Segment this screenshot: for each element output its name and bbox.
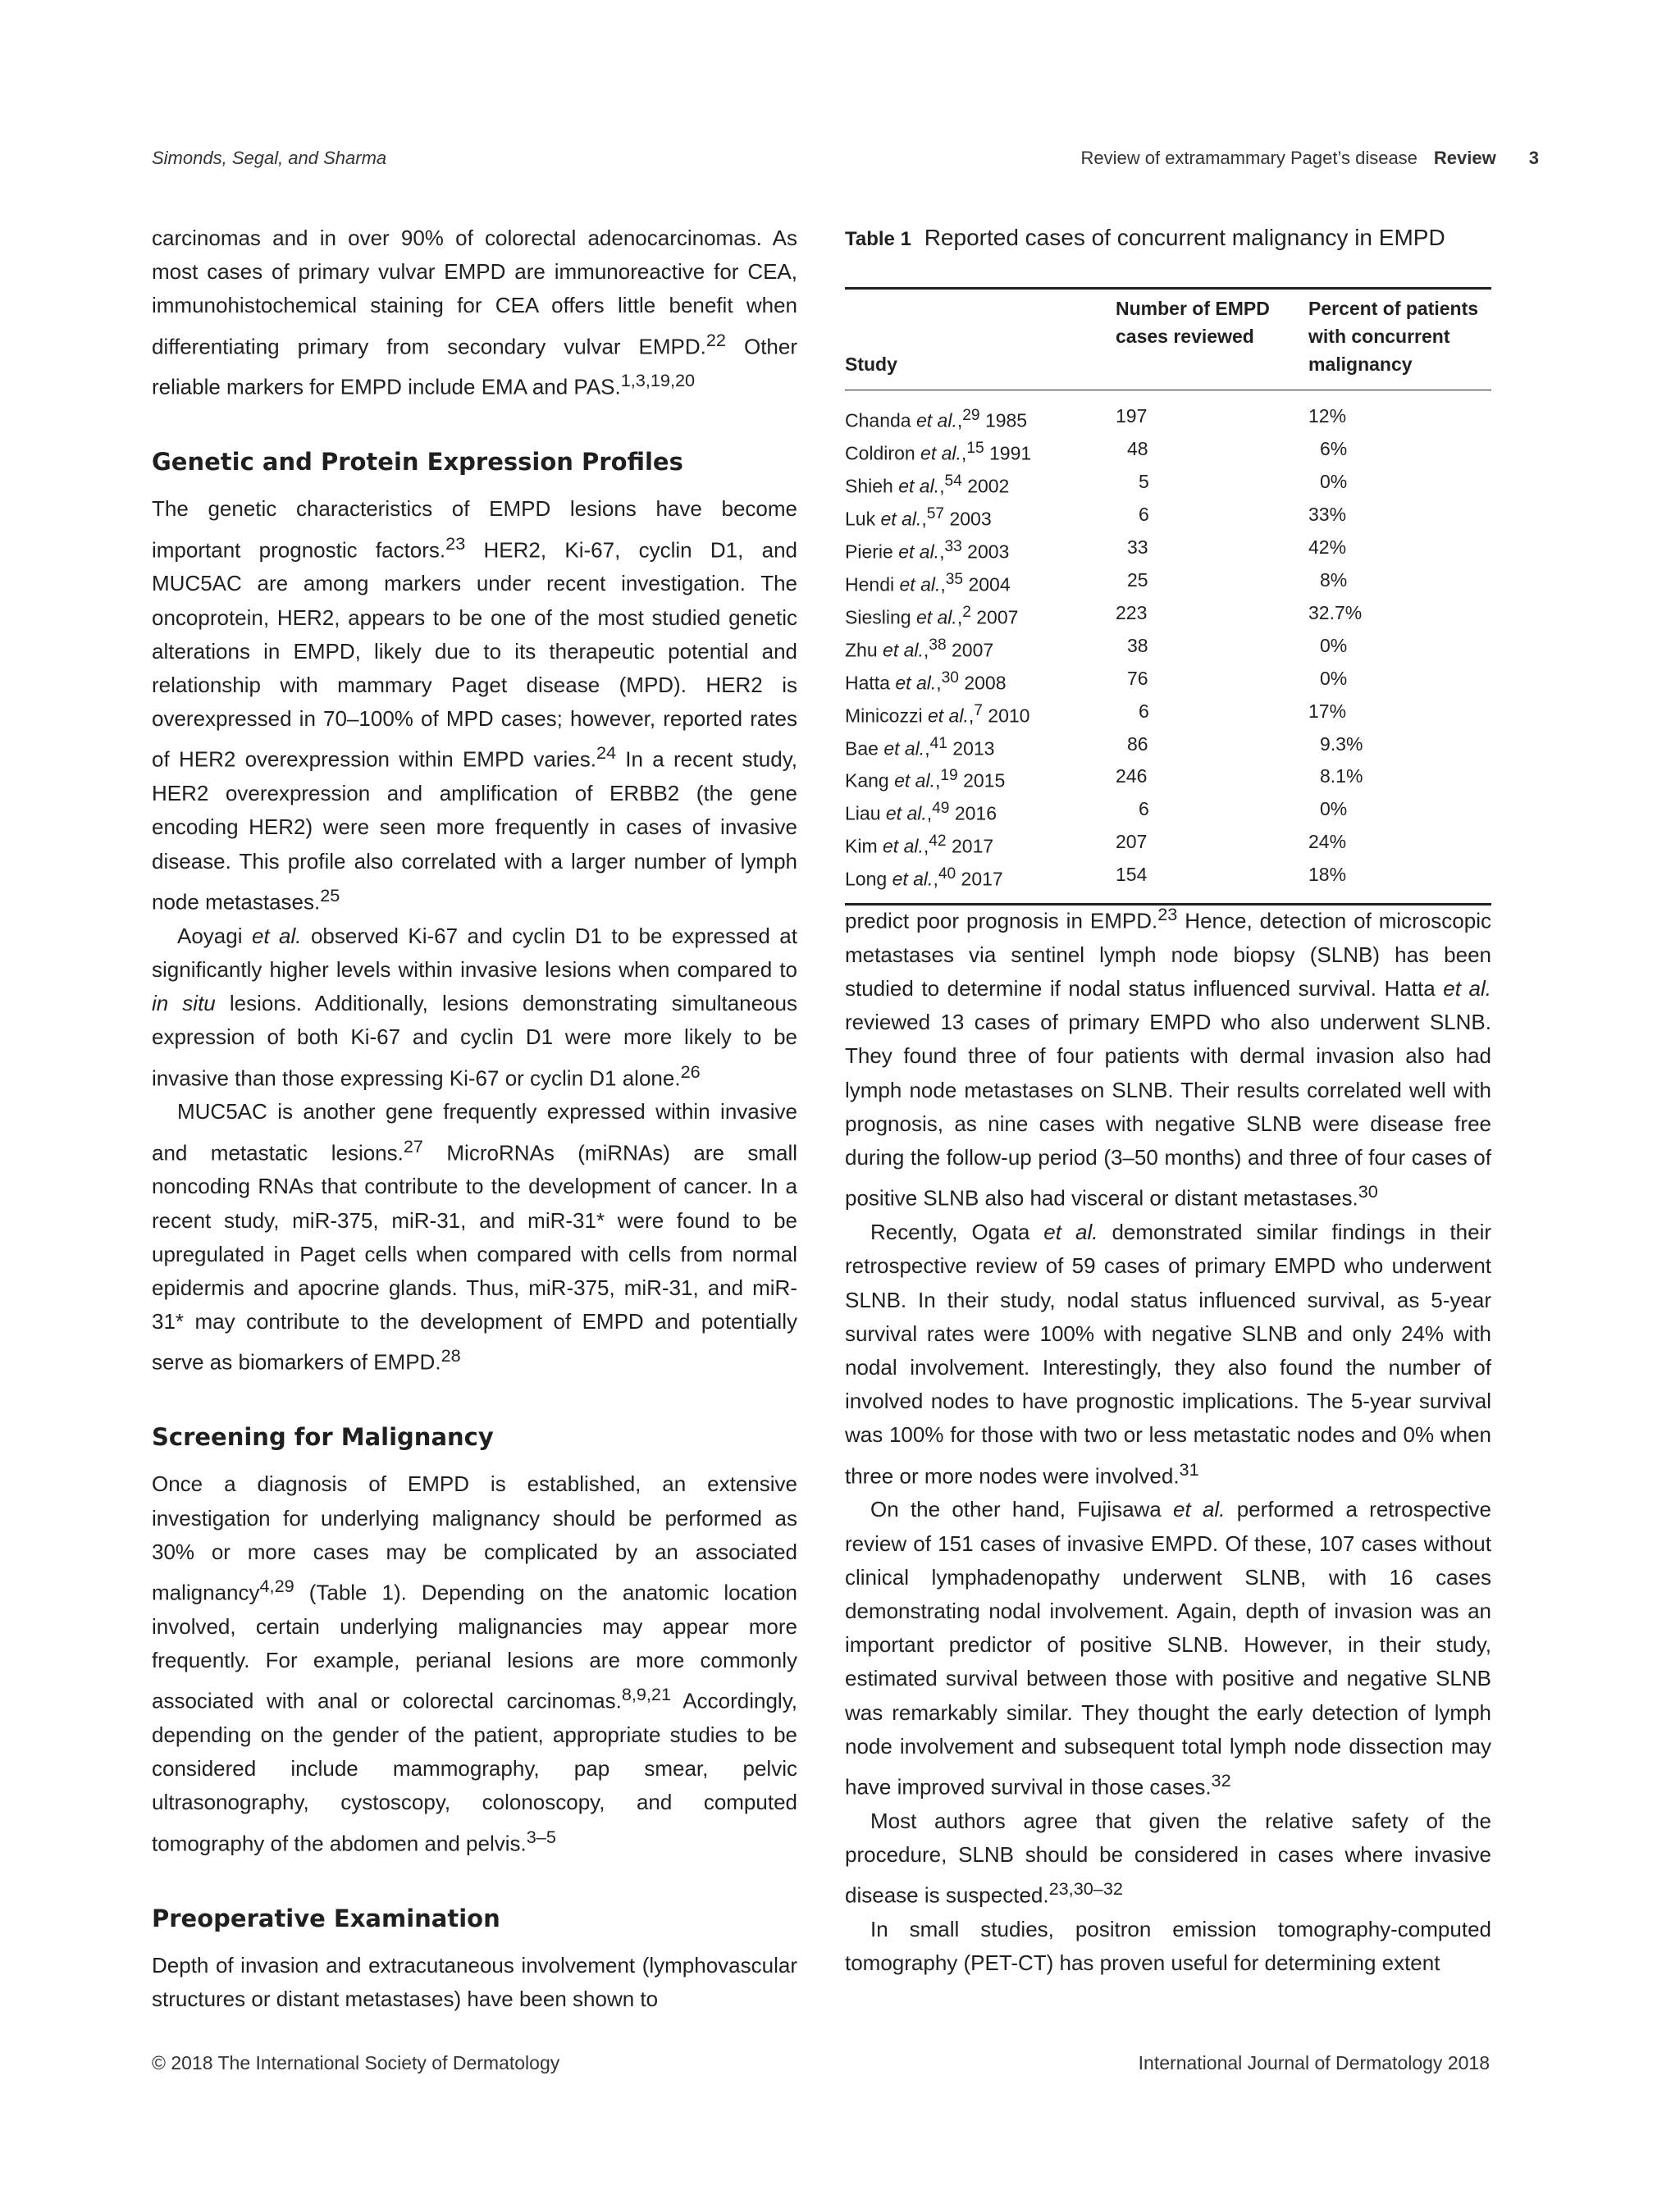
body-paragraph: predict poor prognosis in EMPD.$^{23}$ Hence, detection of microscopic metastases via sentinel lymph node biopsy (SLNB) has been studied to determine if nodal status influenced survival. Hatta et al. reviewed 13 cases of primary EMPD who also underwent SLNB. They found three of four patients with dermal invasion also had lymph node metastases on SLNB. Their results correlated well with prognosis, as nine cases with negative SLNB were disease free during the follow-up period (3–50 months) and three of four cases of positive SLNB also had visceral or distant metastases.$^{30}$	[845, 904, 1491, 1211]
table-cell-study: Minicozzi et al.,$^7$ 2010	[845, 701, 1030, 727]
table-cell-study: Kang et al.,$^{19}$ 2015	[845, 767, 1006, 792]
table-cell-number: 6	[1139, 503, 1149, 525]
section-heading-preop: Preoperative Examination	[152, 1904, 500, 1932]
table-row	[845, 762, 1491, 795]
table-cell-number: 38	[1127, 634, 1148, 656]
body-paragraph: Most authors agree that given the relative safety of the procedure, SLNB should be considered in cases where invasive disease is suspected.$^{23,30-32}$	[845, 1808, 1491, 1908]
table-header-study: Study	[845, 354, 897, 375]
body-paragraph: carcinomas and in over 90% of colorectal adenocarcinomas. As most cases of primary vulvar EMPD are immunoreactive for CEA, immunohistochemical staining for CEA offers little benefit when differentiating primary from secondary vulvar EMPD.$^{22}$ Other reliable markers for EMPD include EMA and PAS.$^{1,3,19,20}$	[152, 226, 797, 400]
table-cell-number: 207	[1116, 831, 1148, 853]
body-paragraph: MUC5AC is another gene frequently expressed within invasive and metastatic lesions.$^{27}$ MicroRNAs (miRNAs) are small noncoding RNAs that contribute to the development of cancer. In a recent study, miR-375, miR-31, and miR-31* were found to be upregulated in Paget cells when compared with cells from normal epidermis and apocrine glands. Thus, miR-375, miR-31, and miR-31* may contribute to the development of EMPD and potentially serve as biomarkers of EMPD.$^{28}$	[152, 1099, 797, 1375]
table-cell-percent: 33%	[1308, 503, 1347, 525]
table-cell-number: 25	[1127, 568, 1148, 591]
table-row	[845, 697, 1491, 730]
right-column	[845, 897, 1491, 1981]
footer-journal: International Journal of Dermatology 2018	[1138, 2052, 1490, 2073]
table-1	[845, 221, 1491, 906]
table-cell-number: 154	[1116, 864, 1148, 886]
table-row	[845, 402, 1491, 435]
body-paragraph: Depth of invasion and extracutaneous involvement (lymphovascular structures or distant metastases) have been shown to	[152, 1952, 797, 2011]
table-row	[845, 632, 1491, 664]
table-cell-study: Hatta et al.,$^{30}$ 2008	[845, 668, 1007, 694]
body-paragraph: In small studies, positron emission tomography-computed tomography (PET-CT) has proven useful for determining extent	[845, 1917, 1491, 1976]
table-body	[845, 390, 1491, 906]
table-title: Table 1 Reported cases of concurrent malignancy in EMPD	[845, 225, 1445, 250]
table-cell-percent: 17%	[1308, 700, 1347, 722]
table-cell-study: Shieh et al.,$^{54}$ 2002	[845, 472, 1010, 497]
footer-copyright: © 2018 The International Society of Dermatology	[152, 2052, 560, 2073]
table-row	[845, 500, 1491, 533]
table-cell-number: 6	[1139, 798, 1149, 820]
table-row	[845, 664, 1491, 697]
table-cell-percent: 12%	[1308, 405, 1347, 427]
table-cell-number: 5	[1139, 470, 1149, 492]
table-cell-percent: 42%	[1308, 536, 1347, 558]
table-cell-percent: 18%	[1308, 864, 1347, 886]
table-row	[845, 828, 1491, 860]
table-row	[845, 730, 1491, 763]
table-cell-percent: 0%	[1320, 470, 1348, 492]
table-cell-study: Hendi et al.,$^{35}$ 2004	[845, 570, 1011, 595]
table-cell-number: 197	[1116, 405, 1148, 427]
table-cell-study: Zhu et al.,$^{38}$ 2007	[845, 636, 994, 661]
body-paragraph: Recently, Ogata et al. demonstrated similar findings in their retrospective review of 59 cases of primary EMPD who underwent SLNB. In their study, nodal status influenced survival, as 5-year survival rates were 100% with negative SLNB and only 24% with nodal involvement. Interestingly, they also found the number of involved nodes to have prognostic implications. The 5-year survival was 100% for those with two or less metastatic nodes and 0% when three or more nodes were involved.$^{31}$	[845, 1220, 1491, 1489]
table-row	[845, 435, 1491, 468]
table-cell-percent: 24%	[1308, 831, 1347, 853]
section-heading-genetic: Genetic and Protein Expression Profiles	[152, 448, 683, 477]
body-paragraph: Once a diagnosis of EMPD is established, an extensive investigation for underlying malignancy should be performed as 30% or more cases may be complicated by an associated malignancy$^{4,29}$ (Table 1). Depending on the anatomic location involved, certain underlying malignancies may appear more frequently. For example, perianal lesions are more commonly associated with anal or colorectal carcinomas.$^{8,9,21}$ Accordingly, depending on the gender of the patient, appropriate studies to be considered include mammography, pap smear, pelvic ultrasonography, cystoscopy, colonoscopy, and computed tomography of the abdomen and pelvis.$^{3-5}$	[152, 1471, 797, 1856]
running-head-authors: Simonds, Segal, and Sharma	[152, 148, 387, 168]
table-cell-number: 246	[1116, 765, 1148, 787]
left-column	[152, 221, 797, 2016]
table-cell-percent: 8.1%	[1320, 765, 1363, 787]
table-cell-percent: 9.3%	[1320, 732, 1363, 755]
table-row	[845, 468, 1491, 500]
table-cell-percent: 0%	[1320, 667, 1348, 689]
table-cell-number: 76	[1127, 667, 1148, 689]
table-cell-study: Siesling et al.,$^2$ 2007	[845, 603, 1019, 628]
running-head-title	[1080, 148, 1539, 169]
table-cell-study: Bae et al.,$^{41}$ 2013	[845, 734, 995, 760]
page-number: 3	[1528, 148, 1539, 168]
table-header-percent: Percent of patients with concurrent malignancy	[1308, 298, 1479, 375]
table-cell-study: Kim et al.,$^{42}$ 2017	[845, 833, 994, 858]
table-cell-percent: 32.7%	[1308, 601, 1363, 623]
section-heading-screening: Screening for Malignancy	[152, 1423, 494, 1452]
table-row	[845, 795, 1491, 828]
table-header-row	[845, 290, 1491, 390]
table-cell-number: 48	[1127, 437, 1148, 459]
table-cell-study: Luk et al.,$^{57}$ 2003	[845, 504, 992, 530]
table-cell-number: 6	[1139, 700, 1149, 722]
table-row	[845, 599, 1491, 632]
table-row	[845, 533, 1491, 566]
table-cell-study: Pierie et al.,$^{33}$ 2003	[845, 537, 1010, 563]
running-head-section: Review	[1433, 148, 1496, 168]
table-header-number: Number of EMPD cases reviewed	[1116, 298, 1270, 347]
table-cell-percent: 0%	[1320, 634, 1348, 656]
body-paragraph: The genetic characteristics of EMPD lesions have become important prognostic factors.$^{23}$ HER2, Ki-67, cyclin D1, and MUC5AC are among markers under recent investigation. The oncoprotein, HER2, appears to be one of the most studied genetic alterations in EMPD, likely due to its therapeutic potential and relationship with mammary Paget disease (MPD). HER2 is overexpressed in 70–100% of MPD cases; however, reported rates of HER2 overexpression within EMPD varies.$^{24}$ In a recent study, HER2 overexpression and amplification of ERBB2 (the gene encoding HER2) were seen more frequently in cases of invasive disease. This profile also correlated with a larger number of lymph node metastases.$^{25}$	[152, 496, 797, 915]
table-cell-number: 86	[1127, 732, 1148, 755]
table-cell-study: Liau et al.,$^{49}$ 2016	[845, 800, 998, 825]
body-paragraph: Aoyagi et al. observed Ki-67 and cyclin D1 to be expressed at significantly higher levels within invasive lesions when compared to in situ lesions. Additionally, lesions demonstrating simultaneous expression of both Ki-67 and cyclin D1 were more likely to be invasive than those expressing Ki-67 or cyclin D1 alone.$^{26}$	[152, 923, 798, 1091]
table-cell-percent: 8%	[1320, 568, 1348, 591]
table-cell-study: Long et al.,$^{40}$ 2017	[845, 865, 1003, 890]
table-row	[845, 566, 1491, 599]
table-cell-study: Chanda et al.,$^{29}$ 1985	[845, 407, 1028, 431]
table-cell-percent: 6%	[1320, 437, 1348, 459]
running-head-article-title: Review of extramammary Paget’s disease	[1080, 148, 1418, 168]
table-cell-study: Coldiron et al.,$^{15}$ 1991	[845, 439, 1032, 464]
body-paragraph: On the other hand, Fujisawa et al. performed a retrospective review of 151 cases of invasive EMPD. Of these, 107 cases without clinical lymphadenopathy underwent SLNB, with 16 cases demonstrating nodal involvement. Again, depth of invasion was an important predictor of positive SLNB. However, in their study, estimated survival between those with positive and negative SLNB was remarkably similar. They thought the early detection of lymph node involvement and subsequent total lymph node dissection may have improved survival in those cases.$^{32}$	[845, 1497, 1491, 1800]
table-cell-percent: 0%	[1320, 798, 1348, 820]
table-cell-number: 33	[1127, 536, 1148, 558]
table-cell-number: 223	[1116, 601, 1148, 623]
table-row	[845, 860, 1491, 893]
